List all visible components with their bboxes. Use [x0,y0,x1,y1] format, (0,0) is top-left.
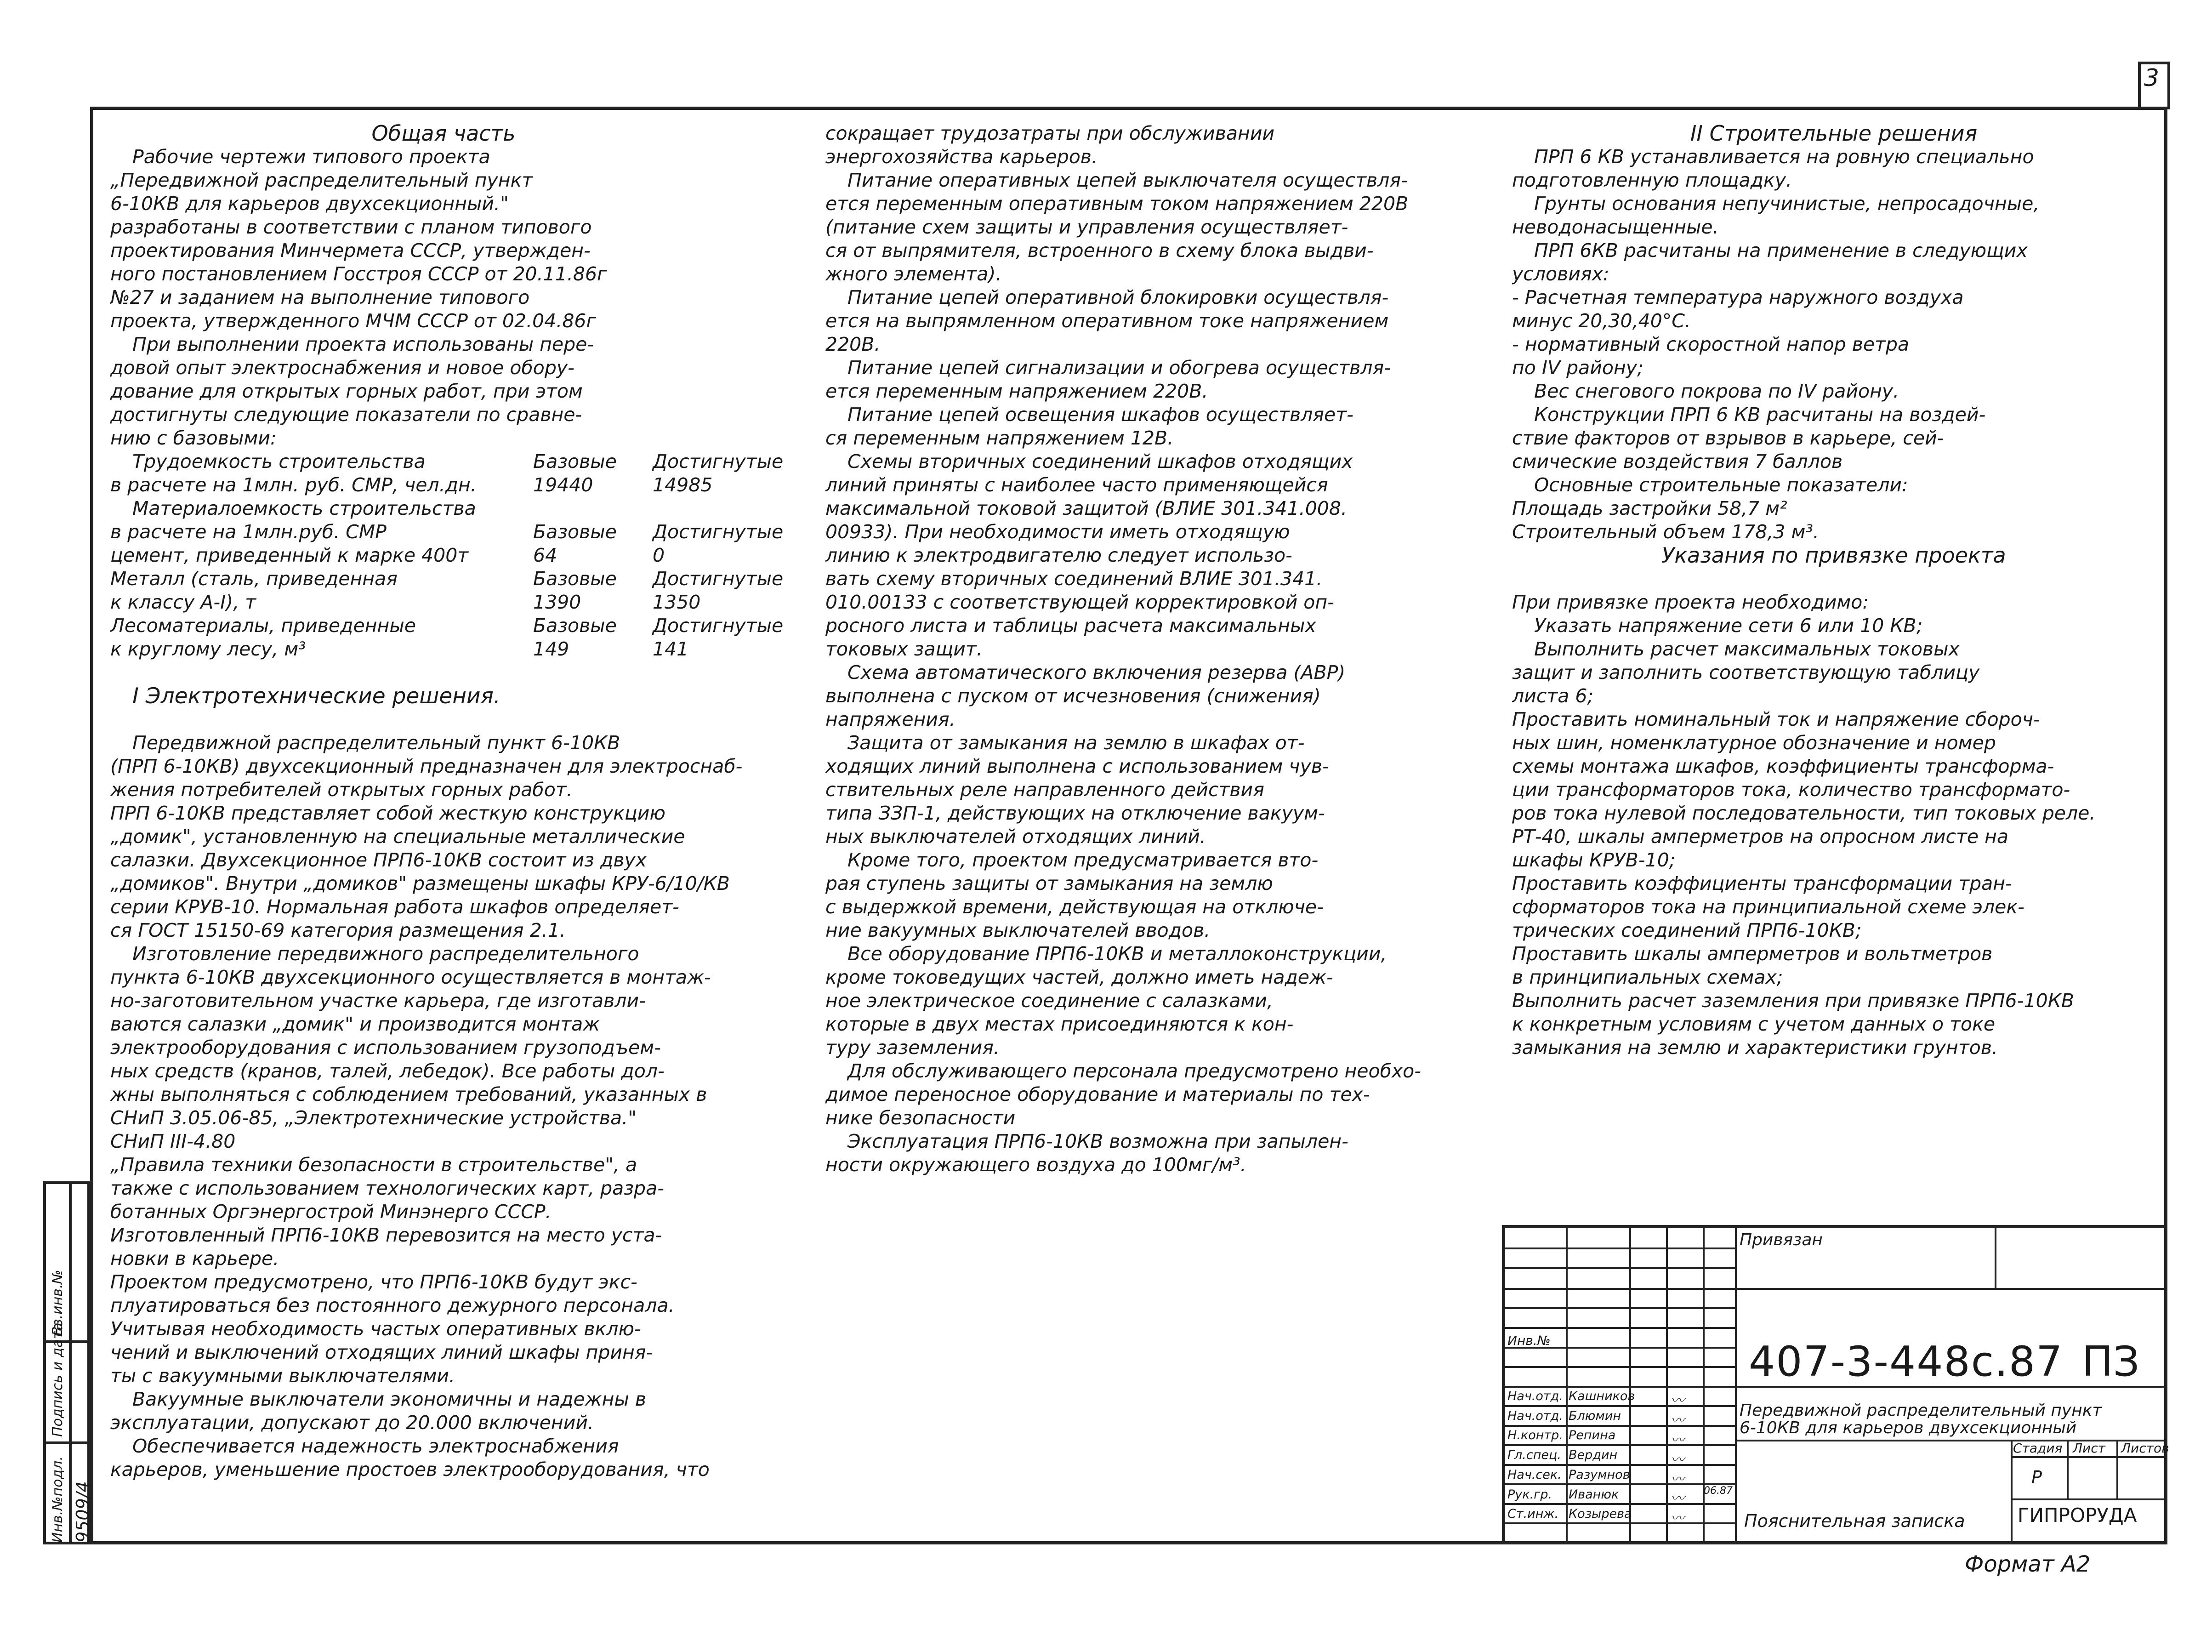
indicator-base: Базовые [533,450,617,473]
section-heading: Общая часть [371,122,516,145]
text-line: 6-10КВ для карьеров двухсекционный." [110,193,509,215]
indicator-row [110,520,784,544]
text-line: карьеров, уменьшение простоев электрооборудования, что [110,1458,710,1481]
title-line-2: 6-10КВ для карьеров двухсекционный [1740,1418,2077,1437]
inventory-sidebar [43,1181,93,1544]
role-label: Нач.отд. [1507,1389,1563,1403]
text-line: „Правила техники безопасности в строительстве", а [110,1154,637,1176]
text-line: защит и заполнить соответствующую таблицу [1512,661,1980,684]
text-line: линию к электродвигателю следует использо- [825,544,1292,566]
sheet-number: 3 [2144,64,2160,92]
person-name: Репина [1569,1428,1616,1443]
text-line: условиях: [1512,263,1609,285]
indicator-row [110,614,784,638]
text-line: ходящих линий выполнена с использованием чув- [825,755,1329,777]
indicator-base: 64 [533,544,557,566]
text-line: СНиП III-4.80 [110,1130,236,1152]
indicator-base: 19440 [533,474,593,496]
text-line: Питание цепей сигнализации и обогрева осуществля- [847,357,1391,379]
text-line: - Расчетная температура наружного воздуха [1512,286,1964,308]
stage-label: Стадия [2013,1441,2063,1456]
text-line: ется переменным оперативным током напряжением 220В [825,193,1409,215]
document-code: 407-3-448с.87 [1749,1338,2064,1386]
indicator-row [110,544,777,567]
indicator-achieved: 141 [653,638,689,660]
indicator-name: цемент, приведенный к марке 400т [110,544,469,566]
signature-mark: 〰 [1671,1432,1684,1448]
text-line: Вес снегового покрова по IV району. [1534,380,1899,402]
text-line: Выполнить расчет максимальных токовых [1534,638,1960,660]
text-line: Рабочие чертежи типового проекта [132,146,490,168]
text-line: ствительных реле направленного действия [825,779,1264,801]
text-line: Площадь застройки 58,7 м² [1512,497,1787,519]
text-line: Питание цепей оперативной блокировки осуществля- [847,286,1389,308]
text-line: ся переменным напряжением 12В. [825,427,1174,449]
text-line: Эксплуатация ПРП6-10КВ возможна при запылен- [847,1130,1348,1152]
text-line: эксплуатации, допускают до 20.000 включений. [110,1412,594,1434]
text-line [1512,567,2155,591]
text-line: рая ступень защиты от замыкания на землю [825,872,1273,894]
role-label: Ст.инж. [1507,1507,1559,1521]
text-line: выполнена с пуском от исчезновения (снижения) [825,685,1321,707]
role-label: Гл.спец. [1507,1448,1561,1463]
text-line: жны выполняться с соблюдением требований, указанных в [110,1083,707,1105]
signature-mark: 〰 [1671,1452,1684,1468]
text-line: ных выключателей отходящих линий. [825,826,1206,848]
text-line: „домик", установленную на специальные металлические [110,826,685,848]
inv-no-label: Инв.№ [1507,1333,1551,1348]
role-label: Нач.сек. [1507,1467,1562,1482]
text-line: ПРП 6-10КВ представляет собой жесткую конструкцию [110,802,665,824]
indicator-name: Металл (сталь, приведенная [110,568,398,590]
person-name: Козырева [1569,1507,1632,1521]
signature-date-label: Подпись и дата [50,1322,66,1437]
role-label: Нач.отд. [1507,1408,1563,1423]
text-line: проектирования Минчермета СССР, утвержден- [110,239,591,262]
text-line: ется переменным напряжением 220В. [825,380,1208,402]
text-line: Проставить номинальный ток и напряжение сбороч- [1512,708,2040,730]
text-line: достигнуты следующие показатели по сравне- [110,404,582,426]
text-line: росного листа и таблицы расчета максимальных [825,615,1316,637]
indicator-row [110,567,784,591]
text-line: димое переносное оборудование и материалы по тех- [825,1083,1370,1105]
text-line: сформаторов тока на принципиальной схеме элек- [1512,896,2024,918]
text-line: жного элемента). [825,263,1002,285]
person-name: Вердин [1569,1448,1618,1463]
signature-mark: 〰 [1671,1510,1684,1527]
text-line: подготовленную площадку. [1512,169,1792,191]
text-line: к конкретным условиям с учетом данных о токе [1512,1013,1996,1035]
text-line: довой опыт электроснабжения и новое обору- [110,357,574,379]
text-line: которые в двух местах присоединяются к кон- [825,1013,1294,1035]
text-line: №27 и заданием на выполнение типового [110,286,530,308]
text-line: смические воздействия 7 баллов [1512,450,1843,473]
indicator-name: к круглому лесу, м³ [110,638,306,660]
indicator-row [110,638,777,661]
text-line: „домиков". Внутри „домиков" размещены шкафы КРУ-6/10/КВ [110,872,730,894]
text-line: сокращает трудозатраты при обслуживании [825,122,1275,144]
text-line: также с использованием технологических карт, разра- [110,1177,664,1199]
organization-name: ГИПРОРУДА [2018,1504,2137,1527]
text-line: минус 20,30,40°С. [1512,310,1691,332]
text-line: дование для открытых горных работ, при этом [110,380,583,402]
text-line: Проектом предусмотрено, что ПРП6-10КВ будут экс- [110,1271,637,1293]
indicator-base: 1390 [533,591,581,613]
indicator-achieved: 0 [653,544,665,566]
signature-mark: 〰 [1671,1393,1684,1409]
indicator-base: Базовые [533,521,617,543]
text-line: ние вакуумных выключателей вводов. [825,919,1211,941]
text-line: Проставить коэффициенты трансформации тран- [1512,872,2012,894]
text-line [110,661,777,684]
text-line: салазки. Двухсекционное ПРП6-10КВ состоит из двух [110,849,647,871]
text-line: нию с базовыми: [110,427,277,449]
text-line: нике безопасности [825,1107,1016,1129]
indicator-achieved: 1350 [653,591,701,613]
text-line: СНиП 3.05.06-85, „Электротехнические устройства." [110,1107,637,1129]
text-line: ного постановлением Госстроя СССР от 20.11.86г [110,263,607,285]
indicator-name: Трудоемкость строительства [132,450,426,473]
text-line: Схемы вторичных соединений шкафов отходящих [847,450,1353,473]
person-name: Иванюк [1569,1487,1619,1502]
indicator-row [110,473,777,497]
text-line: Вакуумные выключатели экономичны и надежны в [132,1388,647,1410]
text-line: Кроме того, проектом предусматривается вто- [847,849,1319,871]
text-line: Материалоемкость строительства [132,497,476,519]
text-line: Конструкции ПРП 6 КВ расчитаны на воздей- [1534,404,1986,426]
text-line: Питание цепей освещения шкафов осуществляет- [847,404,1353,426]
stage-value: Р [2031,1467,2042,1487]
text-line: ПРП 6 КВ устанавливается на ровную специально [1534,146,2034,168]
text-line: Обеспечивается надежность электроснабжения [132,1435,619,1457]
text-line: ется на выпрямленном оперативном токе напряжением [825,310,1389,332]
text-line: Строительный объем 178,3 м³. [1512,521,1819,543]
role-label: Н.контр. [1507,1428,1563,1443]
text-line: Выполнить расчет заземления при привязке ПРП6-10КВ [1512,990,2074,1012]
indicator-achieved: Достигнутые [653,568,784,590]
text-line: энергохозяйства карьеров. [825,146,1097,168]
text-line: (ПРП 6-10КВ) двухсекционный предназначен для электроснаб- [110,755,743,777]
text-line: ров тока нулевой последовательности, тип токовых реле. [1512,802,2096,824]
text-line: пункта 6-10КВ двухсекционного осуществляется в монтаж- [110,966,711,988]
text-line: с выдержкой времени, действующая на отключе- [825,896,1324,918]
text-line: чений и выключений отходящих линий шкафы приня- [110,1341,653,1363]
text-line: ных средств (кранов, талей, лебедок). Все работы дол- [110,1060,665,1082]
text-line: При выполнении проекта использованы пере- [132,333,594,355]
text-line: ствие факторов от взрывов в карьере, сей- [1512,427,1944,449]
text-line: Питание оперативных цепей выключателя осуществля- [847,169,1408,191]
text-line: Изготовленный ПРП6-10КВ перевозится на место уста- [110,1224,662,1246]
text-line: 010.00133 с соответствующей корректировкой оп- [825,591,1334,613]
text-line: максимальной токовой защитой (ВЛИЕ 301.341.008. [825,497,1348,519]
section-heading: I Электротехнические решения. [132,684,500,708]
text-line: электрооборудования с использованием грузоподъем- [110,1037,661,1059]
indicator-name: к классу А-I), т [110,591,256,613]
document-name: Пояснительная записка [1744,1511,1965,1531]
indicator-row [110,450,784,473]
person-name: Разумнов [1569,1467,1630,1482]
indicator-achieved: Достигнутые [653,450,784,473]
indicator-name: Лесоматериалы, приведенные [110,615,416,637]
text-line: вать схему вторичных соединений ВЛИЕ 301.341. [825,568,1323,590]
text-line: Основные строительные показатели: [1534,474,1908,496]
title-line-1: Передвижной распределительный пункт [1740,1401,2102,1420]
text-line: проекта, утвержденного МЧМ СССР от 02.04.86г [110,310,597,332]
text-line: - нормативный скоростной напор ветра [1512,333,1910,355]
text-line: ваются салазки „домик" и производится монтаж [110,1013,600,1035]
indicator-achieved: Достигнутые [653,521,784,543]
text-line: схемы монтажа шкафов, коэффициенты трансформа- [1512,755,2054,777]
text-line: Указать напряжение сети 6 или 10 КВ; [1534,615,1923,637]
text-column-1 [110,122,784,1481]
section-heading: II Строительные решения [1690,122,1978,145]
document-type: ПЗ [2082,1338,2140,1386]
text-line: ты с вакуумными выключателями. [110,1365,455,1387]
indicator-achieved: 14985 [653,474,713,496]
text-line: туру заземления. [825,1037,1000,1059]
person-name: Блюмин [1569,1408,1621,1423]
text-line: напряжения. [825,708,955,730]
text-line: шкафы КРУВ-10; [1512,849,1676,871]
indicator-row [110,591,777,614]
indicator-base: 149 [533,638,569,660]
text-line: ся ГОСТ 15150-69 категория размещения 2.1. [110,919,566,941]
text-line: РТ-40, шкалы амперметров на опросном листе на [1512,826,2009,848]
text-line: 220В. [825,333,881,355]
text-line: кроме токоведущих частей, должно иметь надеж- [825,966,1333,988]
text-line: плуатироваться без постоянного дежурного персонала. [110,1294,675,1316]
text-line: ПРП 6КВ расчитаны на применение в следующих [1534,239,2028,262]
text-line: Грунты основания непучинистые, непросадочные, [1534,193,2040,215]
indicator-name: в расчете на 1млн. руб. СМР, чел.дн. [110,474,477,496]
vzam-inv-label: Вз.инв.№ [50,1270,66,1336]
text-line: замыкания на землю и характеристики грунтов. [1512,1037,1998,1059]
text-line: Для обслуживающего персонала предусмотрено необхо- [847,1060,1421,1082]
text-line: типа ЗЗП-1, действующих на отключение вакуум- [825,802,1325,824]
format-label: Формат А2 [1965,1551,2091,1577]
text-line: Передвижной распределительный пункт 6-10КВ [132,732,620,754]
indicator-name: в расчете на 1млн.руб. СМР [110,521,387,543]
person-name: Кашников [1569,1389,1635,1403]
text-line: листа 6; [1512,685,1594,707]
text-column-3 [1512,122,2155,1060]
indicator-base: Базовые [533,568,617,590]
text-column-2 [825,122,1492,1177]
privyazan-label: Привязан [1740,1230,1823,1249]
text-line: ных шин, номенклатурное обозначение и номер [1512,732,1996,754]
text-line: ное электрическое соединение с салазками, [825,990,1273,1012]
text-line: трических соединений ПРП6-10КВ; [1512,919,1862,941]
text-line: жения потребителей открытых горных работ. [110,779,573,801]
title-block [1502,1225,2167,1544]
text-line: Проставить шкалы амперметров и вольтметров [1512,943,1993,965]
sheets-label: Листов [2121,1441,2169,1456]
text-line: ся от выпрямителя, встроенного в схему блока выдви- [825,239,1374,262]
text-line: Защита от замыкания на землю в шкафах от- [847,732,1305,754]
text-line: (питание схем защиты и управления осуществляет- [825,216,1348,238]
text-line: Все оборудование ПРП6-10КВ и металлоконструкции, [847,943,1387,965]
text-line: по IV району; [1512,357,1643,379]
role-label: Рук.гр. [1507,1487,1552,1502]
text-line: серии КРУВ-10. Нормальная работа шкафов определяет- [110,896,679,918]
text-line: но-заготовительном участке карьера, где изготавли- [110,990,646,1012]
date-value: 06.87 [1704,1485,1733,1497]
text-line: токовых защит. [825,638,983,660]
text-line: 00933). При необходимости иметь отходящую [825,521,1290,543]
indicator-base: Базовые [533,615,617,637]
text-line: ботанных Оргэнергострой Минэнерго СССР. [110,1201,552,1223]
text-line: „Передвижной распределительный пункт [110,169,533,191]
signature-mark: 〰 [1671,1491,1684,1507]
text-line: линий приняты с наиболее часто применяющейся [825,474,1328,496]
text-line: разработаны в соответствии с планом типового [110,216,592,238]
text-line: При привязке проекта необходимо: [1512,591,1869,613]
text-line: Схема автоматического включения резерва (АВР) [847,661,1346,684]
section-heading: Указания по привязке проекта [1661,544,2006,567]
indicator-achieved: Достигнутые [653,615,784,637]
text-line: новки в карьере. [110,1248,279,1270]
text-line: ности окружающего воздуха до 100мг/м³. [825,1154,1246,1176]
text-line [110,708,777,731]
text-line: ции трансформаторов тока, количество трансформато- [1512,779,2070,801]
inv-number-value: 9509/4 [73,1481,93,1543]
text-line: в принципиальных схемах; [1512,966,1783,988]
signature-mark: 〰 [1671,1471,1684,1487]
inv-number-label: Инв.№подл. [50,1456,66,1543]
text-line: неводонасыщенные. [1512,216,1719,238]
sheet-label: Лист [2073,1441,2105,1456]
text-line: Учитывая необходимость частых оперативных вклю- [110,1318,641,1340]
text-line: Изготовление передвижного распределительного [132,943,639,965]
signature-mark: 〰 [1671,1413,1684,1429]
